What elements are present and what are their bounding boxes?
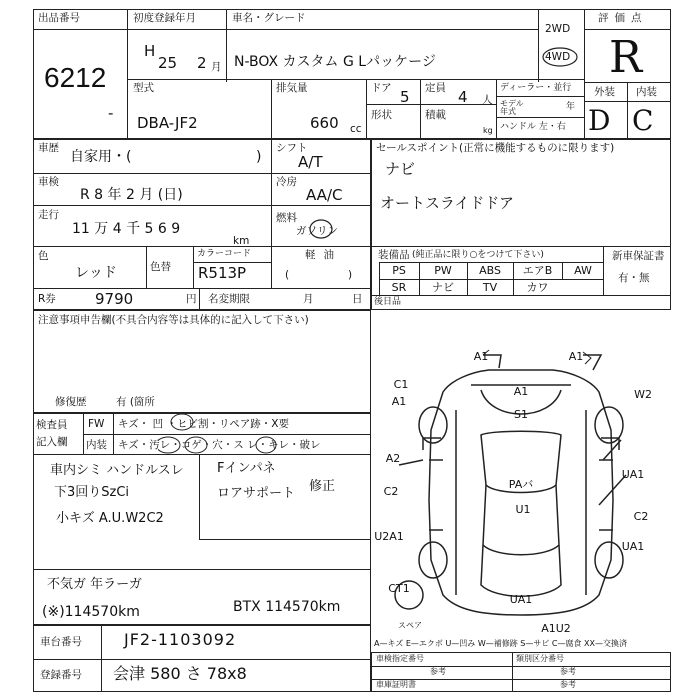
- remark-1b: Fインパネ: [217, 461, 276, 476]
- remark-3: 小キズ A.U.W2C2: [56, 511, 164, 526]
- model-value: DBA-JF2: [137, 114, 198, 132]
- divider: [33, 659, 371, 660]
- damage-mark: A1: [473, 350, 489, 363]
- color-code-value: R513P: [198, 264, 247, 282]
- warranty-value: 有・無: [618, 272, 650, 284]
- lot-dash: -: [108, 104, 114, 122]
- divider: [379, 262, 603, 263]
- lot-no-label: 出品番号: [38, 12, 80, 24]
- divider: [271, 79, 272, 139]
- divider: [199, 455, 200, 539]
- fw-items: キズ・ 凹 ・ヒビ割・リペア跡・X要: [118, 418, 289, 430]
- reg-label: 登録番号: [40, 669, 82, 681]
- displacement-value: 660: [310, 114, 339, 132]
- load-label: 積載: [425, 109, 446, 121]
- damage-mark: U1: [515, 503, 531, 516]
- repair-label: 修復歴: [55, 396, 87, 408]
- model-year-unit: 年: [566, 102, 576, 112]
- divider: [33, 173, 371, 174]
- doors-label: ドア: [371, 82, 392, 94]
- remark-2c: 修正: [309, 479, 336, 494]
- history-label: 車歴: [38, 142, 59, 154]
- record-label: 記入欄: [36, 436, 68, 448]
- mileage-unit: km: [233, 235, 250, 247]
- divider: [366, 79, 367, 139]
- divider: [627, 82, 628, 139]
- divider: [33, 569, 371, 570]
- ref3-label: 参考: [560, 680, 576, 689]
- equipment-note: (純正品に限り○をつけて下さい): [412, 250, 544, 260]
- damage-mark: C2: [633, 510, 649, 523]
- shape-label: 形状: [371, 109, 392, 121]
- shaken-label: 車検: [38, 176, 59, 188]
- recycle-value: 9790: [95, 290, 134, 308]
- equip-tv: TV: [482, 281, 498, 294]
- name-change-day: 日: [352, 293, 363, 305]
- divider: [113, 413, 114, 455]
- divider: [371, 246, 671, 247]
- exterior-grade: D: [588, 104, 611, 137]
- car-name-value: N-BOX カスタム G Lパッケージ: [234, 54, 436, 70]
- fuel-diesel: 軽油: [305, 249, 342, 261]
- remark-1a: 車内シミ ハンドルスレ: [50, 463, 184, 478]
- divider: [512, 652, 513, 692]
- damage-legend: A—キズ E—エクボ U—凹み W—補修跡 S—サビ C—腐食 XX—交換済: [374, 639, 628, 648]
- equip-aw: AW: [574, 264, 592, 277]
- color-change-label: 色替: [150, 261, 171, 273]
- handle-label: ハンドル 左・右: [500, 122, 566, 132]
- in-label: 内装: [86, 439, 107, 451]
- divider: [199, 539, 371, 540]
- remark-2a: 下3回りSzCi: [54, 485, 130, 500]
- color-code-label: カラーコード: [197, 249, 252, 259]
- first-reg-label: 初度登録年月: [133, 12, 196, 24]
- doors-value: 5: [400, 88, 410, 106]
- drive-4wd-circle: [538, 45, 582, 69]
- divider: [127, 29, 538, 30]
- in-items: キズ・汚レ・コゲ・穴・ス レ・キレ・破レ: [118, 439, 321, 451]
- chassis-label: 車台番号: [40, 636, 82, 648]
- remark-5b: BTX 114570km: [233, 599, 341, 615]
- divider: [584, 29, 671, 30]
- damage-mark: W2: [634, 388, 652, 401]
- equipment-label: 装備品: [378, 249, 410, 261]
- sales-line-1: ナビ: [385, 160, 416, 178]
- displacement-unit: cc: [350, 123, 362, 135]
- inspection-circles: [158, 412, 358, 456]
- shift-value: A/T: [298, 153, 323, 171]
- model-year-label: モデル年式: [500, 99, 524, 116]
- damage-mark: A2: [385, 452, 401, 465]
- repair-value: 有 (箇所: [116, 396, 155, 408]
- capacity-label: 定員: [425, 82, 446, 94]
- color-label: 色: [38, 250, 49, 262]
- fuel-gas: ガソリン: [296, 225, 338, 237]
- model-label: 型式: [133, 82, 154, 94]
- divider: [199, 288, 200, 310]
- history-value: 自家用・(: [70, 149, 132, 165]
- load-unit: kg: [483, 126, 493, 135]
- name-change-month: 月: [303, 293, 314, 305]
- damage-mark: UA1: [621, 540, 645, 553]
- divider: [83, 413, 84, 455]
- divider: [496, 117, 584, 118]
- lot-number: 6212: [44, 62, 107, 93]
- remark-2b: ロアサポート: [217, 486, 296, 501]
- warranty-label: 新車保証書: [612, 250, 665, 262]
- first-reg-month: 2: [197, 54, 207, 72]
- aftermarket-label: 後日品: [374, 297, 402, 307]
- damage-mark: U2A1: [374, 530, 404, 543]
- equip-navi: ナビ: [432, 281, 454, 294]
- damage-mark: C2: [383, 485, 399, 498]
- displacement-label: 排気量: [276, 82, 308, 94]
- divider: [193, 246, 194, 288]
- chassis-value: JF2-1103092: [124, 630, 237, 649]
- divider: [603, 246, 604, 295]
- reg-value: 会津 580 さ 78x8: [113, 664, 247, 683]
- damage-mark: S1: [514, 408, 528, 421]
- name-change-label: 名変期限: [208, 293, 250, 305]
- ref2-label: 参考: [560, 667, 576, 676]
- equip-abs: ABS: [479, 264, 501, 277]
- fuel-label: 燃料: [276, 212, 297, 224]
- fuel-other-close: ): [348, 269, 353, 281]
- divider: [101, 625, 102, 692]
- interior-grade: C: [632, 104, 654, 137]
- ac-value: AA/C: [306, 186, 343, 204]
- divider: [33, 29, 127, 30]
- damage-mark: A1: [391, 395, 407, 408]
- capacity-value: 4: [458, 88, 468, 106]
- damage-mark: A1U2: [541, 622, 571, 635]
- divider: [496, 96, 584, 97]
- ref-label: 参考: [430, 667, 446, 676]
- drive-2wd: 2WD: [545, 23, 571, 35]
- recycle-yen: 円: [186, 293, 197, 305]
- shift-label: シフト: [276, 142, 308, 154]
- divider: [271, 139, 272, 288]
- inspector-label: 検査員: [36, 419, 68, 431]
- divider: [226, 9, 227, 82]
- divider: [420, 79, 421, 104]
- divider: [371, 295, 671, 296]
- damage-mark: UA1: [621, 468, 645, 481]
- ac-label: 冷房: [276, 176, 297, 188]
- recycle-label: R券: [38, 293, 56, 305]
- divider: [420, 104, 421, 139]
- equip-ps: PS: [392, 264, 406, 277]
- divider: [366, 104, 496, 105]
- color-value: レッド: [75, 265, 117, 281]
- sales-line-2: オートスライドドア: [380, 194, 514, 212]
- specified-label: 車検指定番号: [376, 654, 424, 663]
- equip-sr: SR: [391, 281, 407, 294]
- fuel-gas-circle: [308, 218, 334, 240]
- sales-label: セールスポイント(正常に機能するものに限ります): [376, 142, 615, 154]
- first-reg-year: 25: [158, 54, 178, 72]
- score-label: 評価点: [598, 12, 648, 24]
- damage-mark: A1: [568, 350, 584, 363]
- equip-airbag: エアB: [522, 264, 553, 277]
- notes-label: 注意事項申告欄(不具合内容等は具体的に記入して下さい): [38, 314, 309, 326]
- fw-label: FW: [88, 418, 105, 430]
- divider: [379, 279, 603, 280]
- divider: [146, 246, 147, 288]
- mileage-label: 走行: [38, 209, 59, 221]
- car-name-label: 車名・グレード: [232, 12, 306, 24]
- divider: [371, 666, 671, 667]
- damage-mark: C1: [393, 378, 409, 391]
- mileage-value: 11 万 4 千 5 6 9: [72, 221, 181, 237]
- divider: [127, 79, 584, 80]
- history-close: ): [256, 149, 262, 165]
- divider: [371, 679, 671, 680]
- equip-pw: PW: [434, 264, 452, 277]
- remark-4: 不気ガ 年ラーガ: [47, 577, 142, 592]
- dealer-label: ディーラー・並行: [500, 83, 572, 93]
- equip-leather: カワ: [526, 281, 549, 294]
- class-label: 類別区分番号: [516, 654, 564, 663]
- damage-mark: UA1: [509, 593, 533, 606]
- divider: [496, 79, 497, 139]
- damage-mark: CT1: [388, 582, 410, 595]
- fuel-other: (: [285, 269, 290, 281]
- first-reg-month-unit: 月: [211, 61, 222, 73]
- remark-5a: (※)114570km: [42, 604, 140, 620]
- shaken-value: R 8 年 2 月 (日): [80, 187, 183, 203]
- cert-label: 車庫証明書: [376, 680, 416, 689]
- first-reg-era: H: [144, 42, 156, 60]
- car-diagram: [371, 310, 671, 650]
- divider: [193, 262, 271, 263]
- damage-mark: PAバ: [508, 478, 534, 491]
- spare-label: スペア: [398, 621, 422, 630]
- divider: [33, 205, 371, 206]
- exterior-label: 外装: [594, 86, 615, 98]
- divider: [33, 246, 371, 247]
- drive-4wd: 4WD: [545, 51, 571, 63]
- interior-label: 内装: [636, 86, 657, 98]
- damage-mark: A1: [513, 385, 529, 398]
- divider: [33, 288, 371, 289]
- score-value: R: [609, 32, 643, 83]
- capacity-unit: 人: [482, 94, 493, 106]
